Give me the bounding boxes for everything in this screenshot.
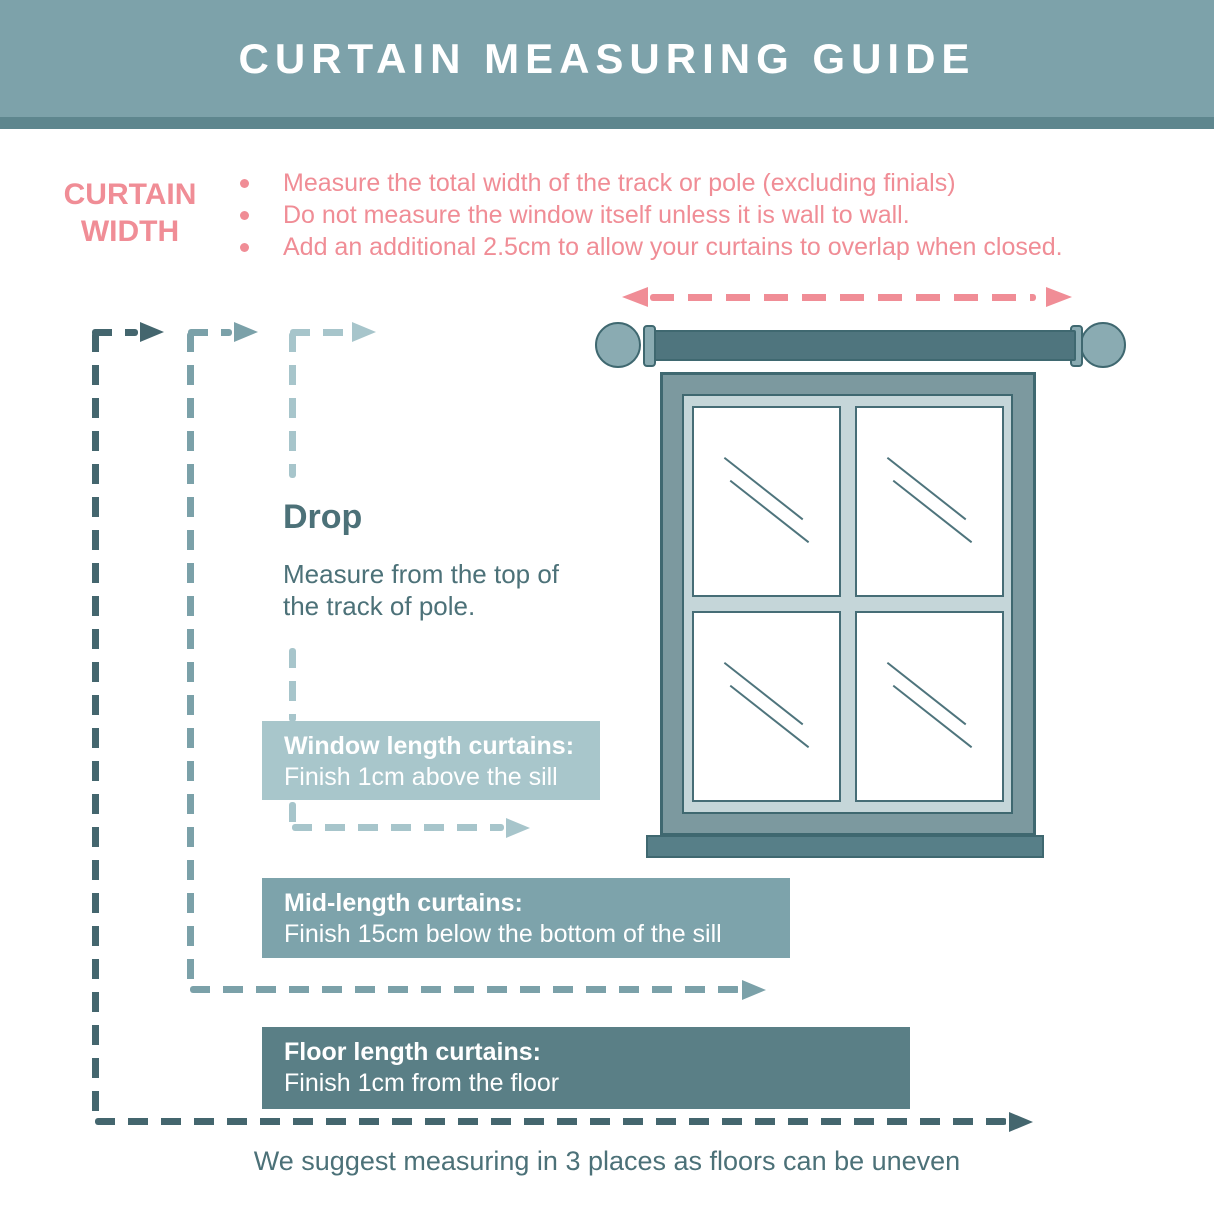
dashed-line-vertical [289,648,296,722]
arrow-right-icon [1046,287,1072,307]
bullet-dot-icon [240,211,249,220]
list-item [240,232,1180,263]
length-box-mid [262,878,790,958]
arrow-right-icon [234,322,258,342]
dashed-line-vertical [187,332,194,990]
window-pane [692,406,841,597]
arrow-left-icon [622,287,648,307]
dashed-line-horizontal [190,986,740,993]
glass-reflection-icon [857,408,1002,595]
arrow-right-icon [1009,1112,1033,1132]
list-item [240,168,1180,199]
dashed-line-horizontal [650,294,1036,301]
width-instruction-list [240,168,1180,264]
dashed-line-horizontal [292,824,504,831]
page-title: CURTAIN MEASURING GUIDE [238,35,976,82]
pole-finial-left-icon [595,322,641,368]
bullet-dot-icon [240,179,249,188]
footer-note: We suggest measuring in 3 places as floors can be uneven [253,1146,961,1176]
dashed-line-vertical [92,332,99,1123]
dashed-line-vertical [289,332,296,478]
bullet-text: Measure the total width of the track or pole (excluding finials) [283,169,956,197]
window-pane [855,406,1004,597]
box-title: Window length curtains: [284,732,575,760]
box-subtitle: Finish 15cm below the bottom of the sill [284,920,722,948]
list-item [240,200,1180,231]
bullet-text: Do not measure the window itself unless it is wall to wall. [283,201,910,229]
glass-reflection-icon [694,408,839,595]
bullet-dot-icon [240,243,249,252]
bullet-text: Add an additional 2.5cm to allow your curtains to overlap when closed. [283,233,1063,261]
header-banner [0,0,1214,117]
arrow-right-icon [742,980,766,1000]
glass-reflection-icon [857,613,1002,800]
arrow-right-icon [140,322,164,342]
window-pane [855,611,1004,802]
header-strip [0,117,1214,129]
pole-finial-right-icon [1080,322,1126,368]
box-title: Floor length curtains: [284,1038,541,1066]
length-box-floor [262,1027,910,1109]
window-panes [692,406,1004,802]
glass-reflection-icon [694,613,839,800]
box-title: Mid-length curtains: [284,889,523,917]
drop-description: Measure from the top of the track of pole. [283,559,560,621]
dashed-line-horizontal [290,329,350,336]
drop-title: Drop [283,498,363,536]
length-box-window [262,721,600,800]
curtain-width-label: CURTAIN WIDTH [63,178,197,248]
arrow-right-icon [352,322,376,342]
dashed-line-horizontal [95,1118,1007,1125]
dashed-line-horizontal [188,329,232,336]
box-subtitle: Finish 1cm above the sill [284,763,558,791]
curtain-pole [654,330,1076,361]
box-subtitle: Finish 1cm from the floor [284,1069,560,1097]
window-pane [692,611,841,802]
window-sill [646,835,1044,858]
arrow-right-icon [506,818,530,838]
